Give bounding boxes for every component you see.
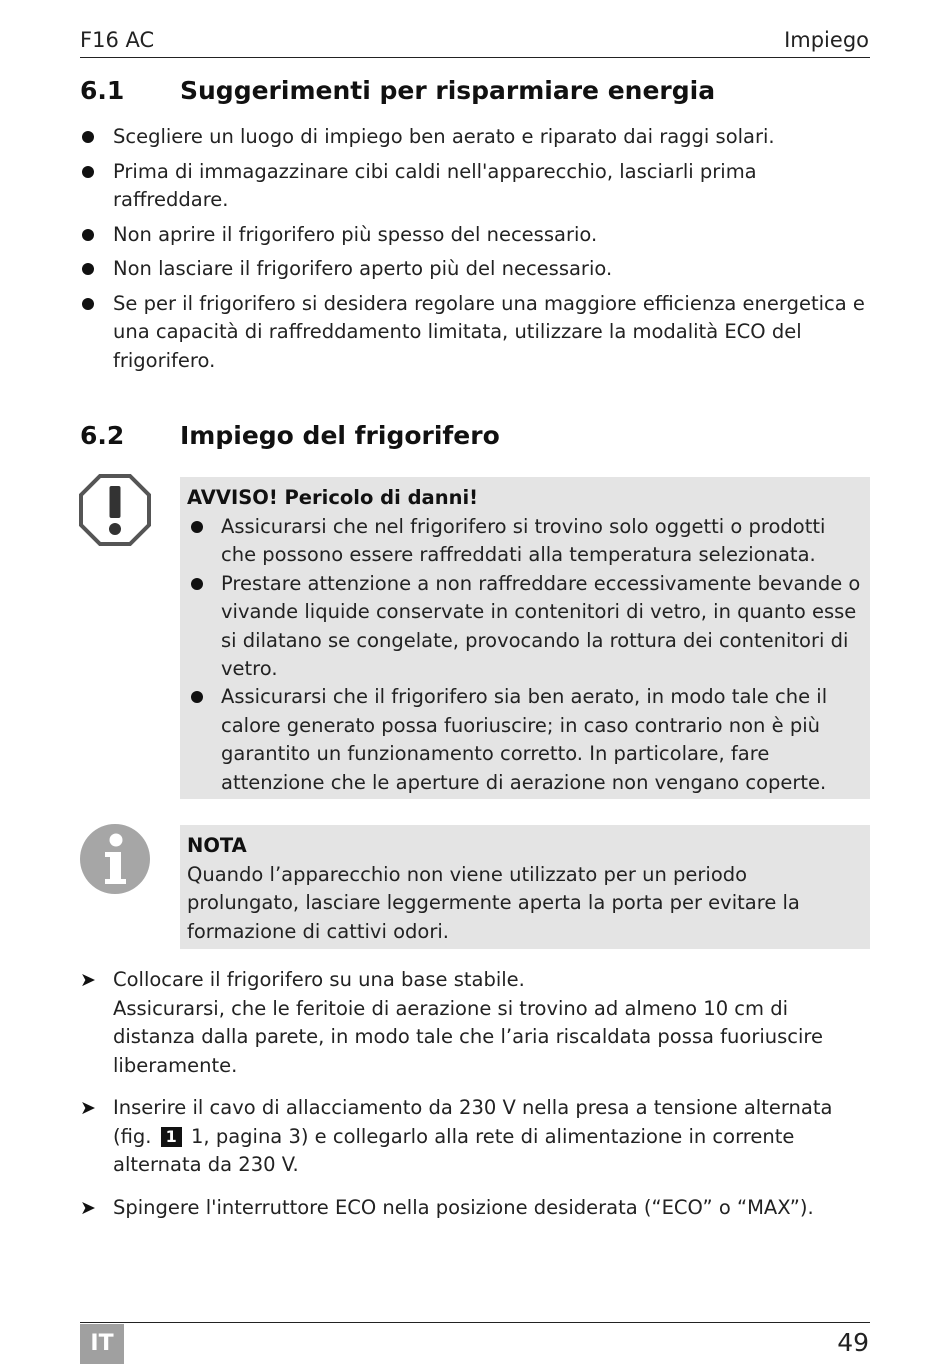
section-number: 6.1 (80, 76, 125, 105)
step-text-continued: 1, pagina 3) e collegarlo alla rete di alimentazione in corrente alternata da 230 V. (113, 1124, 795, 1176)
section-6-2-heading (80, 421, 500, 450)
bullet-icon (191, 578, 203, 590)
warning-title: AVVISO! Pericolo di danni! (187, 486, 479, 509)
bullet-icon (82, 263, 94, 275)
footer-rule (80, 1322, 870, 1323)
list-item: Non aprire il frigorifero più spesso del necessario. (80, 221, 870, 250)
bullet-icon (82, 131, 94, 143)
arrow-right-icon: ➤ (80, 969, 96, 991)
energy-tips-list (80, 123, 870, 381)
page-number: 49 (837, 1328, 869, 1357)
header-product: F16 AC (80, 28, 155, 52)
bullet-icon (82, 298, 94, 310)
step-2 (80, 1094, 870, 1180)
section-title: Suggerimenti per risparmiare energia (180, 76, 716, 105)
bullet-icon (82, 229, 94, 241)
info-icon (79, 823, 151, 895)
list-item: Se per il frigorifero si desidera regolare una maggiore efficienza energetica e una capacità di raffreddamento limitata, utilizzare la modalità ECO del frigorifero. (80, 290, 870, 376)
section-6-1-heading (80, 76, 715, 105)
warning-octagon-icon (79, 474, 151, 546)
note-box (180, 825, 870, 949)
warning-list (187, 513, 862, 797)
list-item: Prima di immagazzinare cibi caldi nell'apparecchio, lasciarli prima raffreddare. (80, 158, 870, 215)
header-rule (80, 57, 870, 58)
list-item: Prestare attenzione a non raffreddare eccessivamente bevande o vivande liquide conservate in contenitori di vetro, in quanto esse si dilatano se congelate, provocando la rottura dei contenitori di vetro. (187, 570, 862, 684)
warning-box (180, 477, 870, 799)
bullet-icon (191, 691, 203, 703)
bullet-icon (191, 521, 203, 533)
list-item: Scegliere un luogo di impiego ben aerato e riparato dai raggi solari. (80, 123, 870, 152)
procedure-steps (80, 966, 870, 1236)
list-item: Non lasciare il frigorifero aperto più del necessario. (80, 255, 870, 284)
arrow-right-icon: ➤ (80, 1196, 96, 1219)
language-badge: IT (80, 1324, 124, 1364)
note-text: Quando l’apparecchio non viene utilizzato per un periodo prolungato, lasciare leggermente aperta la porta per evitare la formazione di cattivi odori. (187, 863, 800, 943)
section-title: Impiego del frigorifero (180, 421, 500, 450)
arrow-right-icon: ➤ (80, 1097, 96, 1119)
step-text: Spingere l'interruttore ECO nella posizione desiderata (“ECO” o “MAX”). (113, 1195, 814, 1219)
note-title: NOTA (187, 834, 247, 857)
step-3 (80, 1194, 870, 1223)
list-item: Assicurarsi che nel frigorifero si trovino solo oggetti o prodotti che possono essere raffreddati alla temperatura selezionata. (187, 513, 862, 570)
step-text: Collocare il frigorifero su una base stabile. (113, 968, 525, 991)
section-number: 6.2 (80, 421, 125, 450)
step-detail: Assicurarsi, che le feritoie di aerazione si trovino ad almeno 10 cm di distanza dalla parete, in modo tale che l’aria riscaldata possa fuoriuscire liberamente. (113, 996, 824, 1077)
header-chapter: Impiego (784, 28, 869, 52)
figure-reference-badge: 1 (161, 1127, 182, 1147)
step-1 (80, 966, 870, 1080)
list-item: Assicurarsi che il frigorifero sia ben aerato, in modo tale che il calore generato possa fuoriuscire; in caso contrario non è più garantito un funzionamento corretto. In particolare, fare attenzione che le aperture di aerazione non vengano coperte. (187, 683, 862, 797)
bullet-icon (82, 166, 94, 178)
step-text: Inserire il cavo di allacciamento da 230 V nella presa a tensione alternata (fig. (113, 1096, 833, 1148)
